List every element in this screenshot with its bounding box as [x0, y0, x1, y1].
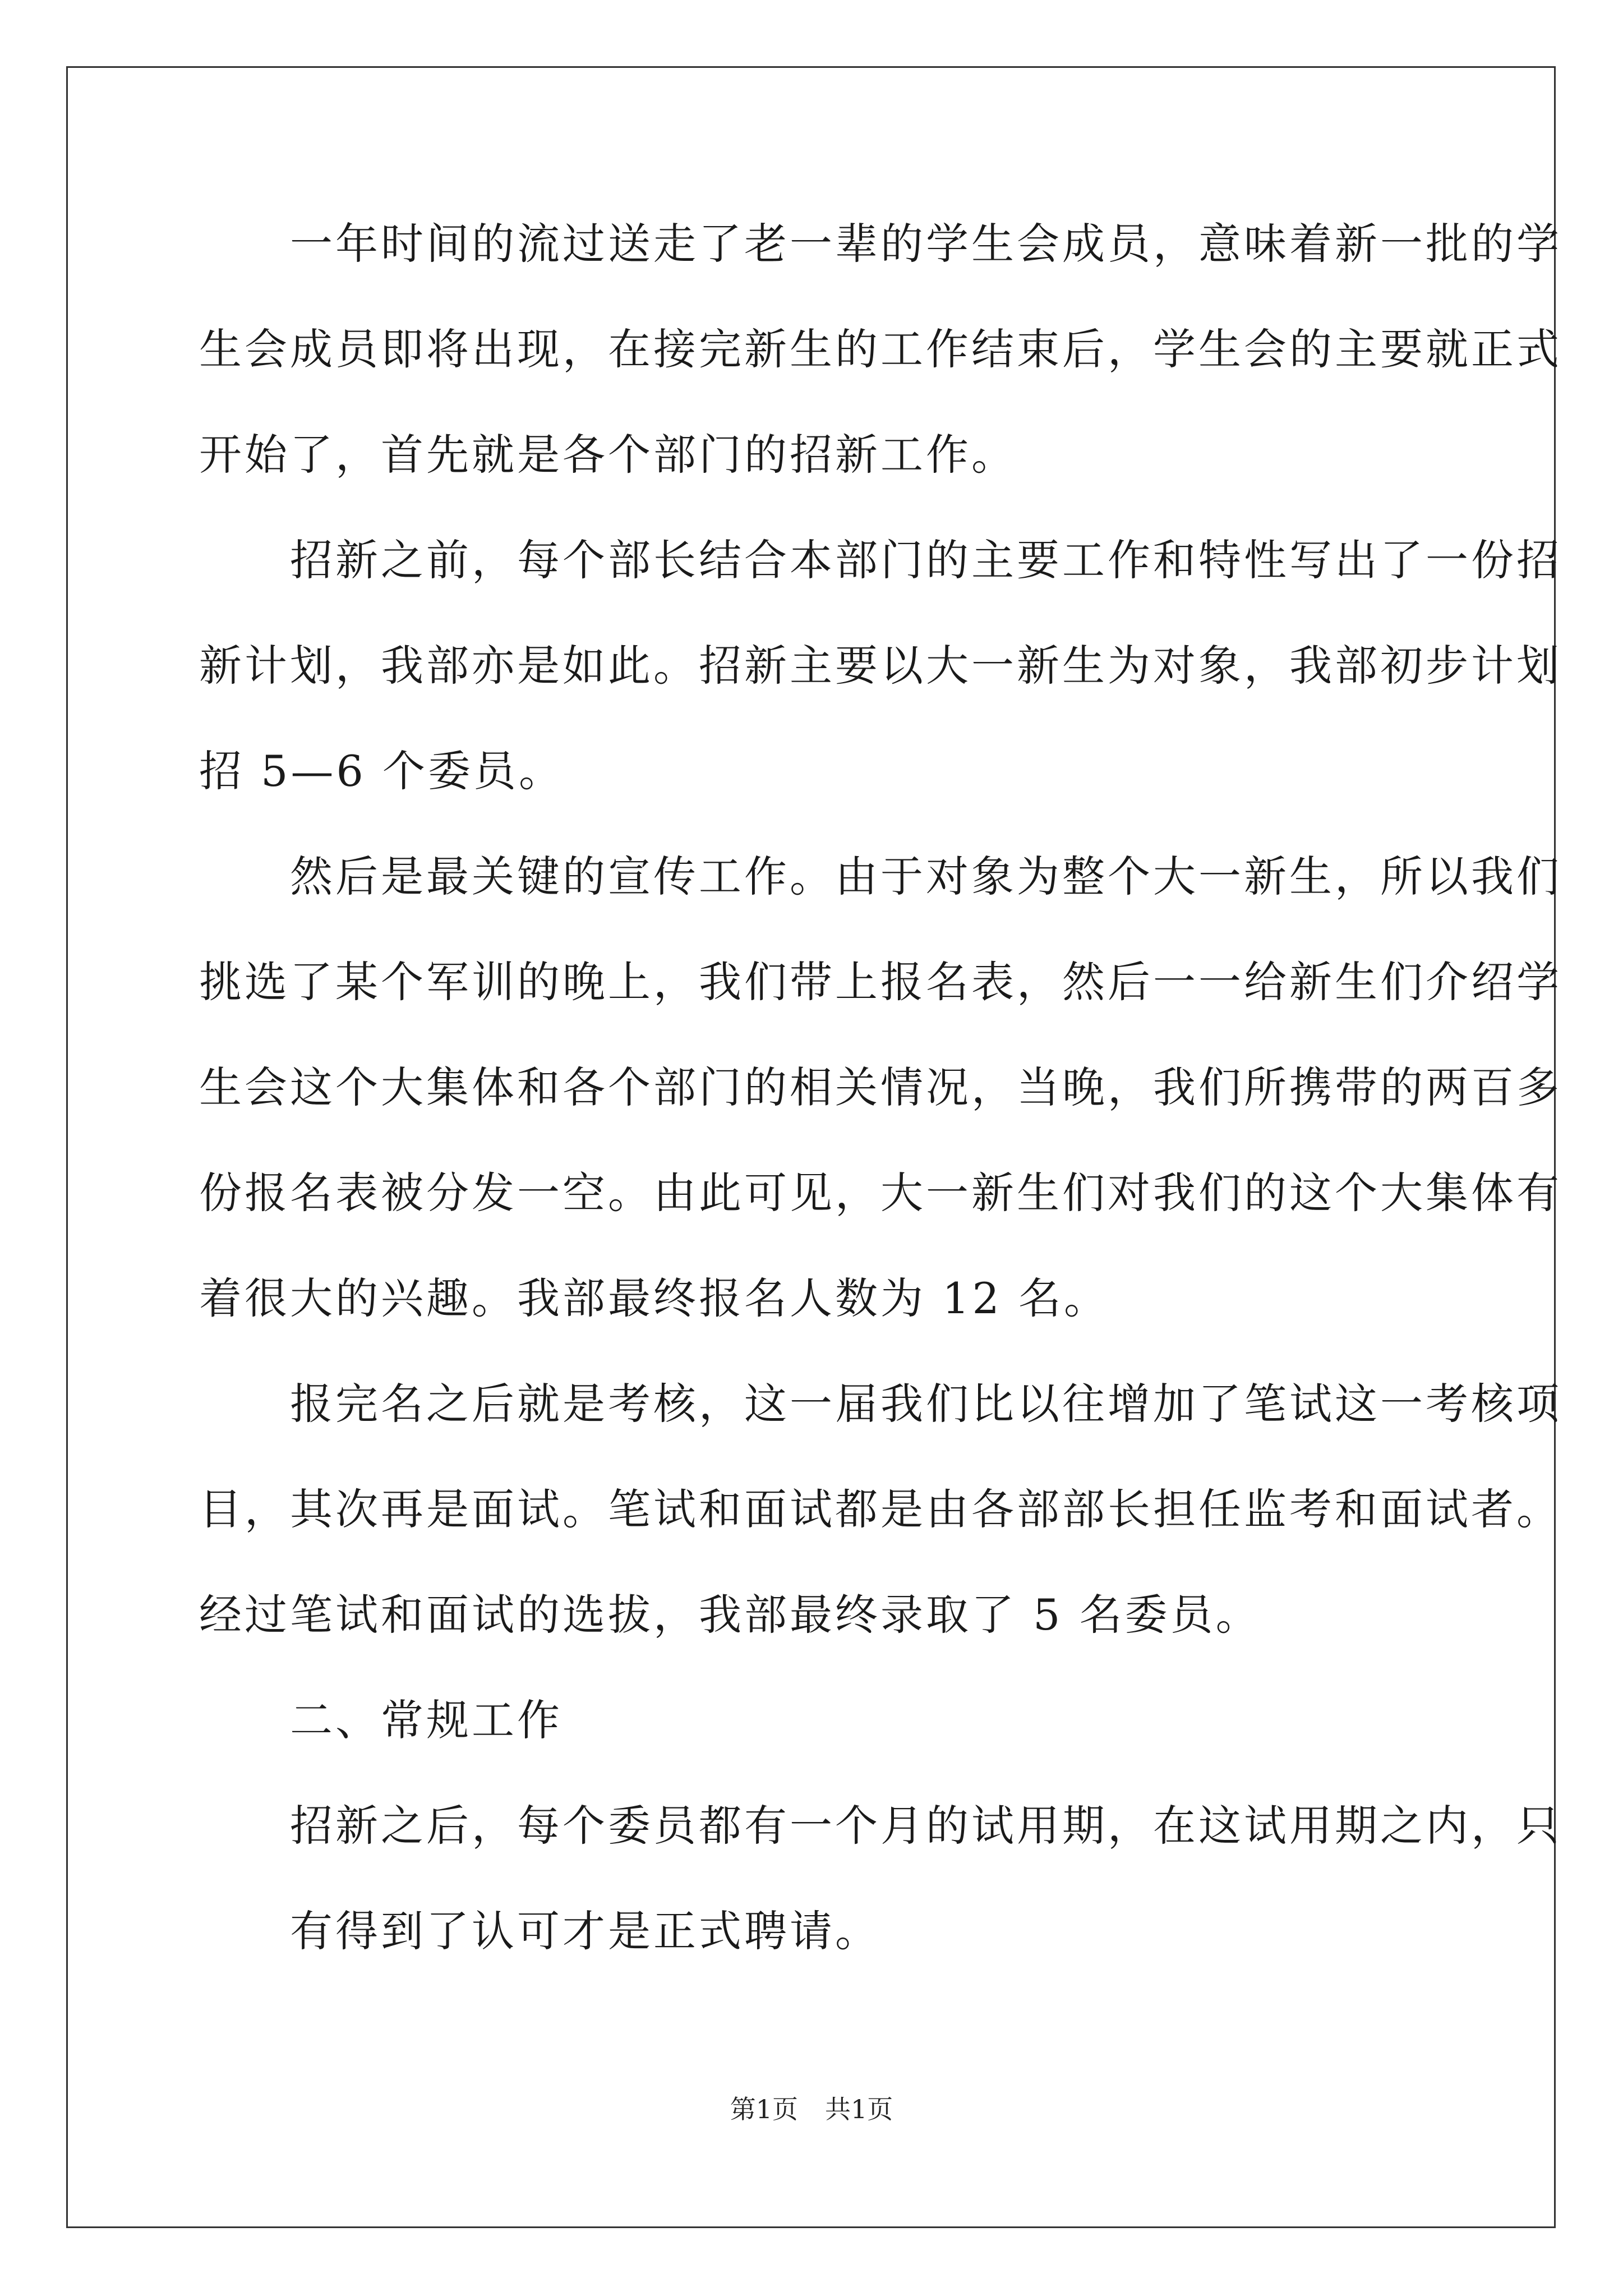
text-line: 份报名表被分发一空。由此可见，大一新生们对我们的这个大集体有 — [199, 1168, 1562, 1218]
text-line: 着很大的兴趣。我部最终报名人数为 12 名。 — [199, 1273, 1110, 1323]
section-heading: 二、常规工作 — [199, 1695, 562, 1745]
document-body — [199, 219, 1562, 1956]
text-line: 挑选了某个军训的晚上，我们带上报名表，然后一一给新生们介绍学 — [199, 957, 1562, 1007]
text-line: 生会这个大集体和各个部门的相关情况，当晚，我们所携带的两百多 — [199, 1062, 1562, 1112]
text-line: 招 5—6 个委员。 — [199, 746, 565, 796]
text-line: 有得到了认可才是正式聘请。 — [199, 1906, 880, 1956]
text-line: 招新之后，每个委员都有一个月的试用期，在这试用期之内，只 — [199, 1801, 1562, 1851]
text-line: 目，其次再是面试。笔试和面试都是由各部部长担任监考和面试者。 — [199, 1484, 1562, 1534]
page-footer — [0, 2095, 1623, 2123]
text-line: 新计划，我部亦是如此。招新主要以大一新生为对象，我部初步计划 — [199, 641, 1562, 691]
text-line: 然后是最关键的宣传工作。由于对象为整个大一新生，所以我们 — [199, 852, 1562, 901]
page-number: 第1页 — [730, 2094, 798, 2124]
text-line: 招新之前，每个部长结合本部门的主要工作和特性写出了一份招 — [199, 535, 1562, 585]
text-line: 报完名之后就是考核，这一届我们比以往增加了笔试这一考核项 — [199, 1379, 1562, 1429]
text-line: 开始了，首先就是各个部门的招新工作。 — [199, 430, 1017, 480]
page-count: 共1页 — [825, 2094, 893, 2124]
text-line: 一年时间的流过送走了老一辈的学生会成员，意味着新一批的学 — [199, 219, 1562, 269]
text-line: 经过笔试和面试的选拔，我部最终录取了 5 名委员。 — [199, 1590, 1261, 1640]
text-line: 生会成员即将出现，在接完新生的工作结束后，学生会的主要就正式 — [199, 324, 1562, 374]
